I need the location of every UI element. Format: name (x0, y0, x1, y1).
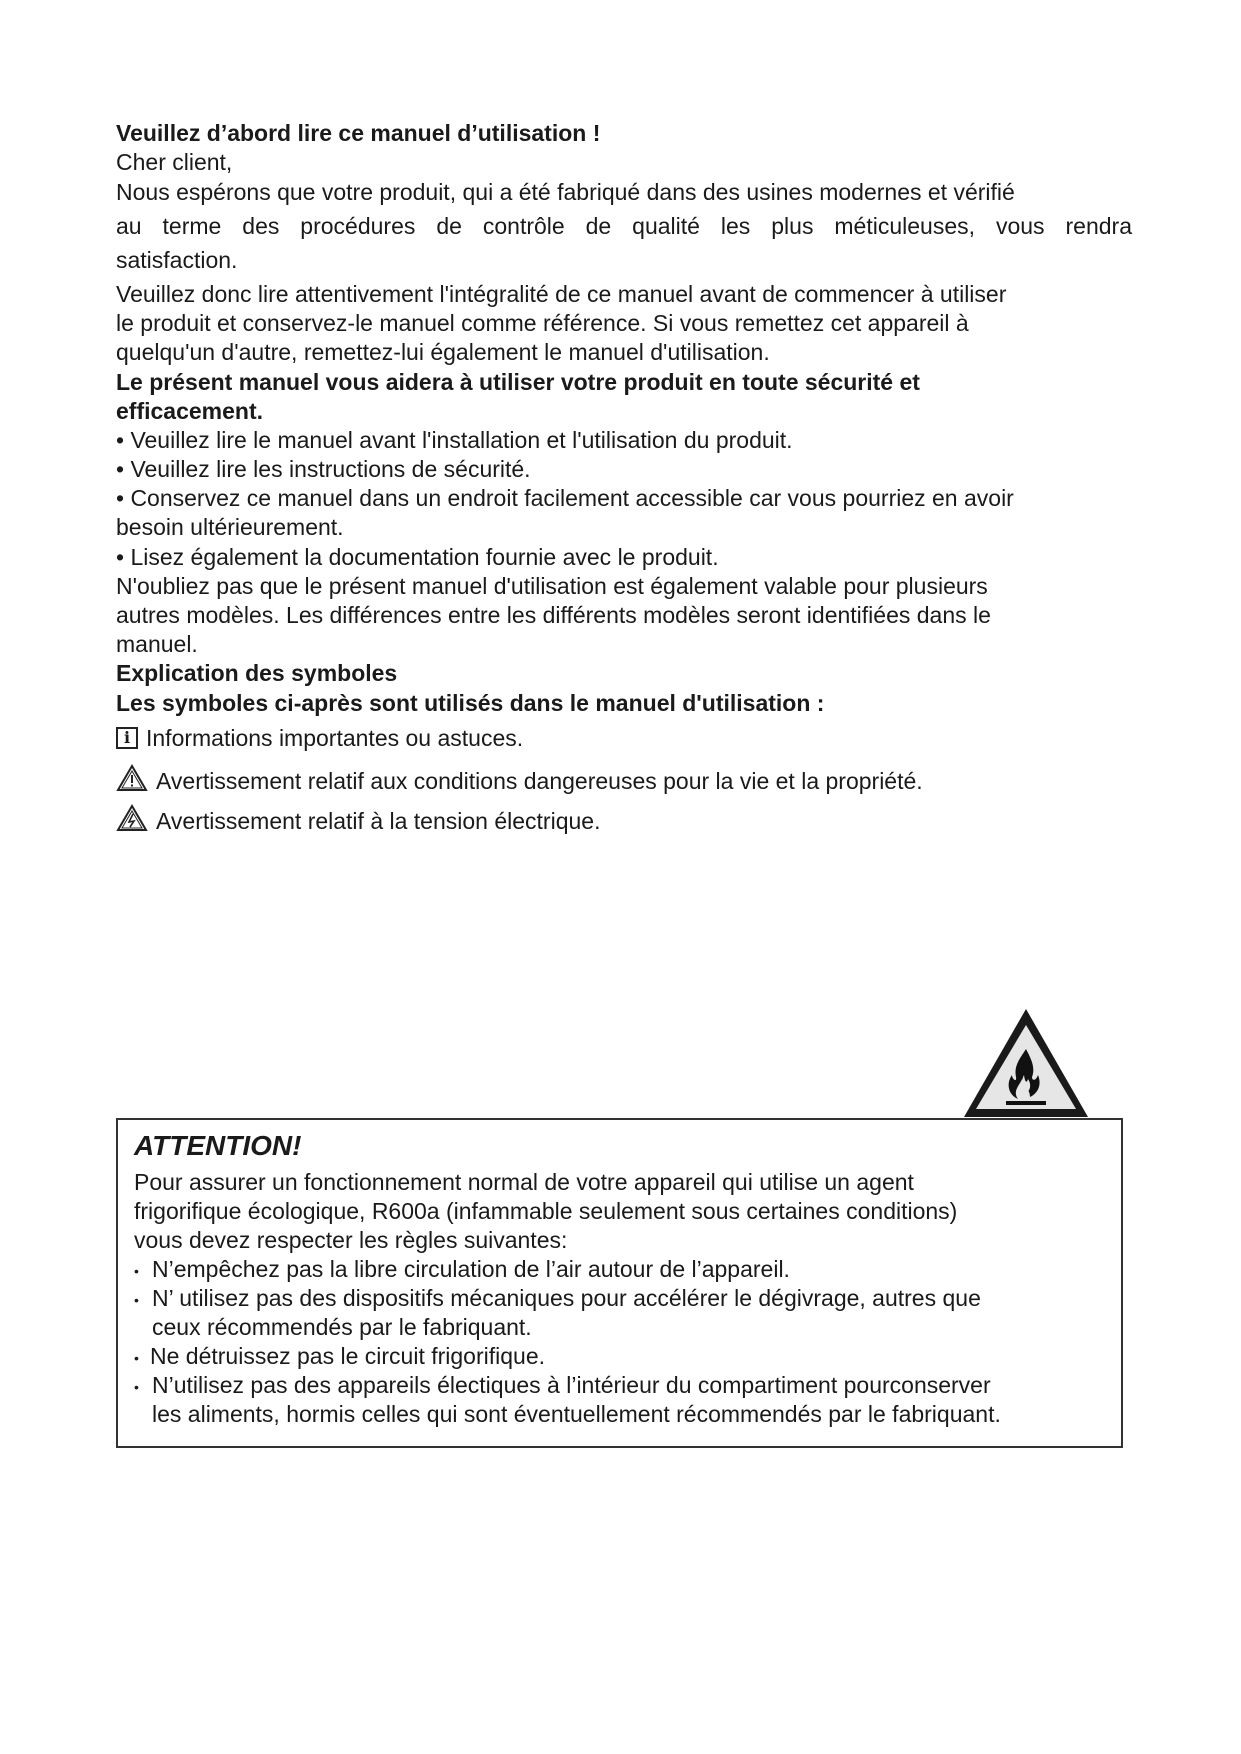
models-line: N'oubliez pas que le présent manuel d'utilisation est également valable pour plusieurs (116, 573, 988, 599)
models-line: autres modèles. Les différences entre les différents modèles seront identifiées dans le (116, 602, 991, 628)
bullet-dot: • (134, 1262, 139, 1279)
attention-rule-continuation: les aliments, hormis celles qui sont éventuellement récommendés par le fabriquant. (152, 1401, 1001, 1427)
attention-rule-text: N’utilisez pas des appareils électiques à l’intérieur du compartiment pourconserver (152, 1372, 991, 1398)
intro-line: au terme des procédures de contrôle de qualité les plus méticuleuses, vous rendra (116, 213, 1132, 239)
attention-intro-line: frigorifique écologique, R600a (infammable seulement sous certaines conditions) (134, 1198, 958, 1224)
attention-box (116, 1118, 1123, 1448)
read-line: le produit et conservez-le manuel comme référence. Si vous remettez cet appareil à (116, 310, 969, 336)
greeting: Cher client, (116, 149, 233, 175)
attention-title: ATTENTION! (134, 1130, 302, 1161)
safety-line: efficacement. (116, 398, 264, 424)
info-icon: i (116, 727, 138, 749)
bullet-dot: • (134, 1291, 139, 1308)
symbol-text: Informations importantes ou astuces. (146, 725, 524, 751)
warning-icon (116, 764, 148, 798)
symbol-row (116, 804, 600, 838)
attention-rule-text: N’ utilisez pas des dispositifs mécaniques pour accélérer le dégivrage, autres que (152, 1285, 981, 1311)
bullet-item: • Conservez ce manuel dans un endroit facilement accessible car vous pourriez en avoir (116, 485, 1014, 511)
attention-rule (134, 1342, 545, 1372)
attention-intro-line: vous devez respecter les règles suivantes: (134, 1227, 568, 1253)
read-line: quelqu'un d'autre, remettez-lui également le manuel d'utilisation. (116, 339, 770, 365)
page-heading: Veuillez d’abord lire ce manuel d’utilisation ! (116, 120, 601, 146)
intro-line: satisfaction. (116, 247, 238, 273)
bullet-item: • Veuillez lire les instructions de sécurité. (116, 456, 531, 482)
symbol-text: Avertissement relatif aux conditions dangereuses pour la vie et la propriété. (156, 768, 923, 794)
models-line: manuel. (116, 631, 198, 657)
attention-rule-text: Ne détruissez pas le circuit frigorifique. (150, 1343, 545, 1369)
symbols-subheading: Les symboles ci-après sont utilisés dans le manuel d'utilisation : (116, 690, 825, 716)
attention-rule-continuation: ceux récommendés par le fabriquant. (152, 1314, 532, 1340)
bullet-item: besoin ultérieurement. (116, 514, 344, 540)
attention-rule (134, 1284, 981, 1314)
bullet-dot: • (134, 1378, 139, 1395)
read-line: Veuillez donc lire attentivement l'intégralité de ce manuel avant de commencer à utiliser (116, 281, 1007, 307)
electric-warning-icon (116, 804, 148, 838)
flammable-warning-icon (960, 1005, 1092, 1121)
intro-line: Nous espérons que votre produit, qui a été fabriqué dans des usines modernes et vérifié (116, 179, 1015, 205)
attention-intro-line: Pour assurer un fonctionnement normal de votre appareil qui utilise un agent (134, 1169, 914, 1195)
attention-rule-text: N’empêchez pas la libre circulation de l’air autour de l’appareil. (152, 1256, 790, 1282)
safety-line: Le présent manuel vous aidera à utiliser votre produit en toute sécurité et (116, 369, 920, 395)
bullet-dot: • (134, 1349, 139, 1366)
bullet-item: • Lisez également la documentation fournie avec le produit. (116, 544, 719, 570)
attention-rule (134, 1255, 790, 1285)
symbol-row (116, 724, 523, 752)
symbol-row (116, 764, 923, 798)
attention-rule (134, 1371, 991, 1401)
symbol-text: Avertissement relatif à la tension électrique. (156, 808, 601, 834)
bullet-item: • Veuillez lire le manuel avant l'installation et l'utilisation du produit. (116, 427, 793, 453)
symbols-heading: Explication des symboles (116, 660, 398, 686)
